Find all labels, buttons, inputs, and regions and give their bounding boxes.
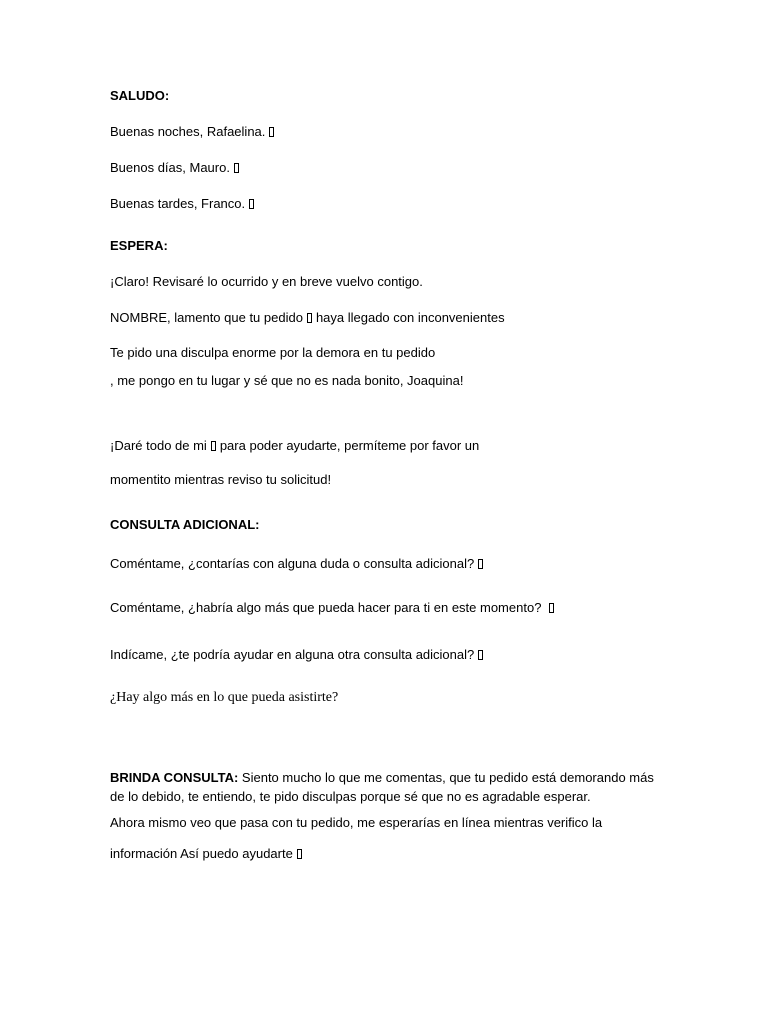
brinda-consulta-heading: BRINDA CONSULTA: bbox=[110, 770, 239, 785]
saludo-line-2 bbox=[110, 160, 239, 176]
espera-line-4: , me pongo en tu lugar y sé que no es nada bonito, Joaquina! bbox=[110, 373, 464, 388]
saludo-line-2-text: Buenos días, Mauro. bbox=[110, 160, 230, 175]
saludo-line-1-text: Buenas noches, Rafaelina. bbox=[110, 124, 266, 139]
emoji-placeholder-icon bbox=[269, 127, 274, 137]
brinda-line-4-text: información Así puedo ayudarte bbox=[110, 846, 293, 861]
espera-line-3: Te pido una disculpa enorme por la demora en tu pedido bbox=[110, 345, 436, 360]
espera-line-5a-text: ¡Daré todo de mi bbox=[110, 438, 207, 453]
saludo-line-1 bbox=[110, 124, 274, 140]
consulta-line-2 bbox=[110, 600, 554, 616]
espera-line-6: momentito mientras reviso tu solicitud! bbox=[110, 472, 332, 487]
consulta-line-3 bbox=[110, 647, 483, 663]
emoji-placeholder-icon bbox=[549, 603, 554, 613]
emoji-placeholder-icon bbox=[478, 650, 483, 660]
consulta-line-2-text: Coméntame, ¿habría algo más que pueda hacer para ti en este momento? bbox=[110, 600, 542, 615]
espera-line-2a-text: NOMBRE, lamento que tu pedido bbox=[110, 310, 303, 325]
espera-line-1: ¡Claro! Revisaré lo ocurrido y en breve vuelvo contigo. bbox=[110, 274, 423, 289]
emoji-placeholder-icon bbox=[297, 849, 302, 859]
espera-line-2b-text: haya llegado con inconvenientes bbox=[315, 310, 505, 325]
emoji-placeholder-icon bbox=[211, 441, 216, 451]
brinda-line-2: de lo debido, te entiendo, te pido disculpas porque sé que no es agradable esperar. bbox=[110, 789, 591, 804]
emoji-placeholder-icon bbox=[307, 313, 312, 323]
saludo-line-3-text: Buenas tardes, Franco. bbox=[110, 196, 246, 211]
espera-heading: ESPERA: bbox=[110, 238, 168, 253]
consulta-line-1 bbox=[110, 556, 483, 572]
brinda-line-1-text: Siento mucho lo que me comentas, que tu pedido está demorando más bbox=[238, 770, 654, 785]
consulta-serif-line: ¿Hay algo más en lo que pueda asistirte? bbox=[110, 690, 339, 705]
espera-line-2 bbox=[110, 310, 505, 326]
saludo-heading: SALUDO: bbox=[110, 88, 170, 103]
brinda-line-1 bbox=[110, 770, 654, 786]
espera-line-5b-text: para poder ayudarte, permíteme por favor un bbox=[219, 438, 480, 453]
consulta-adicional-heading: CONSULTA ADICIONAL: bbox=[110, 517, 260, 532]
emoji-placeholder-icon bbox=[478, 559, 483, 569]
emoji-placeholder-icon bbox=[249, 199, 254, 209]
consulta-line-3-text: Indícame, ¿te podría ayudar en alguna otra consulta adicional? bbox=[110, 647, 475, 662]
espera-line-5 bbox=[110, 438, 479, 454]
consulta-line-1-text: Coméntame, ¿contarías con alguna duda o consulta adicional? bbox=[110, 556, 475, 571]
saludo-line-3 bbox=[110, 196, 254, 212]
emoji-placeholder-icon bbox=[234, 163, 239, 173]
brinda-line-3: Ahora mismo veo que pasa con tu pedido, me esperarías en línea mientras verifico la bbox=[110, 815, 603, 830]
brinda-line-4 bbox=[110, 846, 302, 862]
